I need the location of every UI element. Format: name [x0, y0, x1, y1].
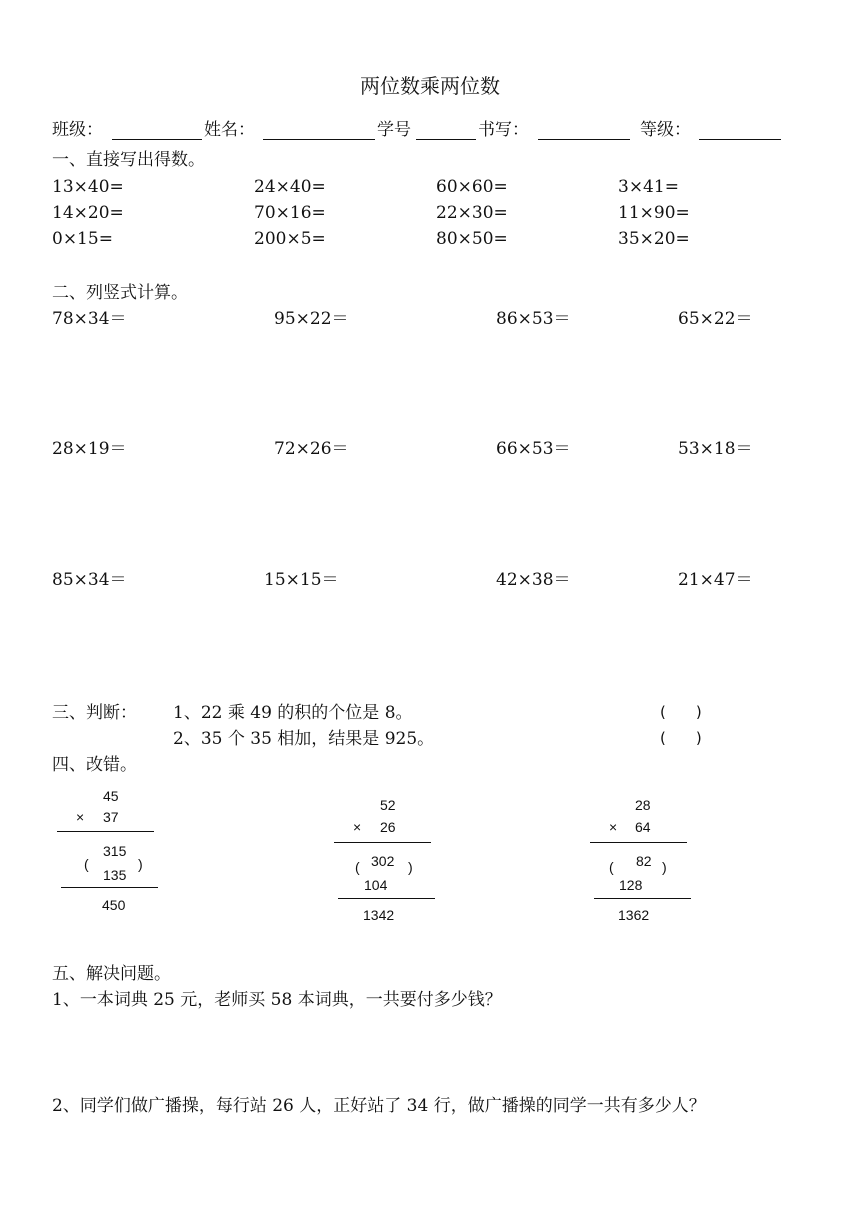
- multiplier: 37: [103, 809, 119, 825]
- oral-problem: 60×60=: [436, 177, 508, 197]
- grade-blank[interactable]: [699, 139, 781, 140]
- vertical-problem: 85×34＝: [52, 570, 127, 590]
- wrong-product: 1342: [363, 907, 395, 923]
- vertical-problem: 78×34＝: [52, 309, 127, 329]
- judgement-statement: 2、35 个 35 相加，结果是 925。: [173, 729, 435, 749]
- section-heading: 五、解决问题。: [52, 964, 171, 984]
- oral-problem: 3×41=: [618, 177, 679, 197]
- wrong-product: 1362: [618, 907, 650, 923]
- oral-problem: 80×50=: [436, 229, 508, 249]
- section-heading: 三、判断：: [52, 703, 137, 723]
- oral-problem: 22×30=: [436, 203, 508, 223]
- class-label: 班级：: [52, 120, 103, 140]
- right-paren: ): [662, 859, 667, 875]
- oral-problem: 11×90=: [618, 203, 690, 223]
- word-problem: 1、一本词典 25 元，老师买 58 本词典，一共要付多少钱？: [52, 990, 502, 1010]
- section-heading: 四、改错。: [52, 755, 137, 775]
- oral-problem: 70×16=: [254, 203, 326, 223]
- right-paren: ): [138, 856, 143, 872]
- rule-line: [334, 842, 431, 843]
- partial-product: 104: [364, 877, 388, 893]
- vertical-problem: 42×38＝: [496, 570, 571, 590]
- multiplier: 64: [635, 819, 651, 835]
- partial-product: 315: [103, 843, 127, 859]
- oral-problem: 0×15=: [52, 229, 113, 249]
- partial-product: 302: [371, 853, 395, 869]
- rule-line: [57, 831, 154, 832]
- partial-product: 135: [103, 867, 127, 883]
- vertical-problem: 15×15＝: [264, 570, 339, 590]
- oral-problem: 200×5=: [254, 229, 326, 249]
- student-id-label: 学号: [377, 120, 411, 140]
- multiplicand: 28: [635, 797, 651, 813]
- rule-line: [590, 842, 687, 843]
- rule-line: [338, 898, 435, 899]
- vertical-problem: 28×19＝: [52, 439, 127, 459]
- times-sign: ×: [353, 819, 362, 835]
- section-heading: 一、直接写出得数。: [52, 150, 205, 170]
- partial-product: 82: [636, 853, 652, 869]
- vertical-problem: 53×18＝: [678, 439, 753, 459]
- right-paren: ): [408, 859, 413, 875]
- word-problem: 2、同学们做广播操，每行站 26 人，正好站了 34 行，做广播操的同学一共有多少人？: [52, 1096, 706, 1116]
- vertical-problem: 21×47＝: [678, 570, 753, 590]
- multiplicand: 45: [103, 788, 119, 804]
- vertical-problem: 66×53＝: [496, 439, 571, 459]
- rule-line: [594, 898, 691, 899]
- answer-bracket[interactable]: ( ): [660, 703, 702, 721]
- multiplicand: 52: [380, 797, 396, 813]
- judgement-statement: 1、22 乘 49 的积的个位是 8。: [173, 703, 413, 723]
- writing-blank[interactable]: [538, 139, 630, 140]
- oral-problem: 24×40=: [254, 177, 326, 197]
- multiplier: 26: [380, 819, 396, 835]
- times-sign: ×: [76, 809, 85, 825]
- partial-product: 128: [619, 877, 643, 893]
- wrong-product: 450: [102, 897, 126, 913]
- name-label: 姓名：: [204, 120, 255, 140]
- left-paren: (: [355, 859, 360, 875]
- left-paren: (: [84, 856, 89, 872]
- vertical-problem: 72×26＝: [274, 439, 349, 459]
- page-title: 两位数乘两位数: [360, 74, 500, 98]
- vertical-problem: 86×53＝: [496, 309, 571, 329]
- class-blank[interactable]: [112, 139, 202, 140]
- name-blank[interactable]: [263, 139, 375, 140]
- rule-line: [61, 887, 158, 888]
- student-id-blank[interactable]: [416, 139, 476, 140]
- oral-problem: 14×20=: [52, 203, 124, 223]
- writing-label: 书写：: [478, 120, 529, 140]
- left-paren: (: [609, 859, 614, 875]
- answer-bracket[interactable]: ( ): [660, 729, 702, 747]
- oral-problem: 13×40=: [52, 177, 124, 197]
- vertical-problem: 95×22＝: [274, 309, 349, 329]
- oral-problem: 35×20=: [618, 229, 690, 249]
- vertical-problem: 65×22＝: [678, 309, 753, 329]
- times-sign: ×: [609, 819, 618, 835]
- section-heading: 二、列竖式计算。: [52, 283, 188, 303]
- grade-label: 等级：: [640, 120, 691, 140]
